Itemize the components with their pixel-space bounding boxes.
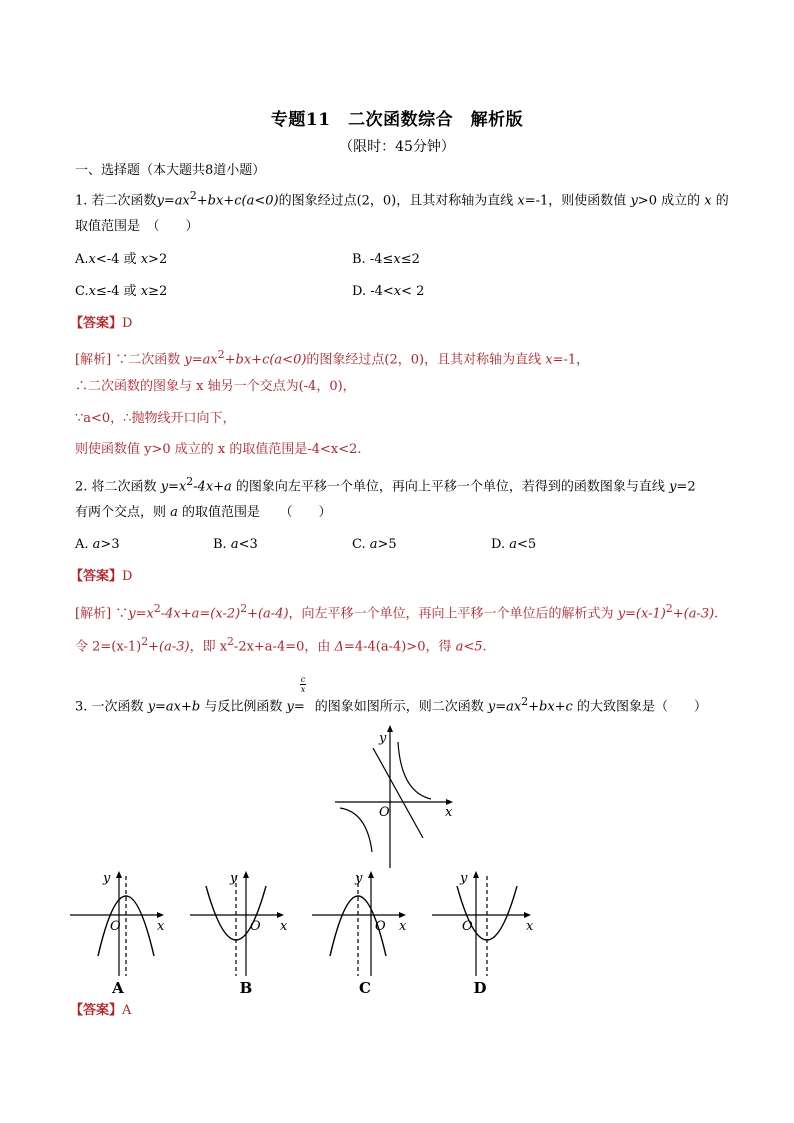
svg-text:y: y <box>355 871 363 886</box>
option-graph-b <box>190 866 296 978</box>
q3-main-figure <box>335 718 465 870</box>
option-label-d: D <box>473 979 487 997</box>
svg-text:x: x <box>280 919 288 934</box>
q1-stem-line2: 取值范围是 （ ） <box>75 219 199 234</box>
q1-solution-line2: ∴二次函数的图象与 x 轴另一个交点为(-4，0)， <box>75 379 356 394</box>
svg-text:O: O <box>250 919 261 934</box>
option-label-a: A <box>112 979 124 997</box>
q2-option-d: D. a<5 <box>491 537 537 552</box>
time-limit: （限时：45分钟） <box>339 139 455 155</box>
q2-option-b: B. a<3 <box>213 537 258 552</box>
q2-option-a: A. a>3 <box>75 537 120 552</box>
fraction-denominator: x <box>300 685 306 694</box>
q2-stem-line2: 有两个交点，则 a 的取值范围是 （ ） <box>75 505 332 520</box>
x-axis-label: x <box>445 805 453 820</box>
y-axis-label: y <box>379 731 387 746</box>
svg-text:x: x <box>526 919 534 934</box>
option-label-b: B <box>239 979 253 997</box>
q1-option-a: A.x<-4 或 x>2 <box>75 252 168 267</box>
q1-solution-line1: [解析] ∵二次函数 $y=ax^2+bx+c(a<0)$的图象经过点(2，0)，且其对称轴为直线 x=-1， <box>75 348 590 368</box>
svg-text:x: x <box>157 919 165 934</box>
q1-solution-line4: 则使函数值 y>0 成立的 x 的取值范围是-4<x<2. <box>75 442 362 457</box>
option-graph-c <box>312 866 418 978</box>
svg-text:y: y <box>230 871 238 886</box>
q1-option-c: C.x≤-4 或 x≥2 <box>75 284 168 299</box>
q2-answer: 【答案】D <box>70 569 133 584</box>
svg-text:x: x <box>399 919 407 934</box>
q2-option-c: C. a>5 <box>352 537 397 552</box>
svg-text:O: O <box>462 919 473 934</box>
section-heading: 一、选择题（本大题共8道小题） <box>75 163 266 178</box>
q1-answer: 【答案】D <box>70 316 133 331</box>
fraction-numerator: c <box>300 675 306 684</box>
svg-text:O: O <box>375 919 386 934</box>
q1-solution-line3: ∵a<0，∴抛物线开口向下， <box>75 411 236 426</box>
origin-label: O <box>379 805 390 820</box>
option-label-c: C <box>359 979 371 997</box>
svg-text:O: O <box>110 919 121 934</box>
q3-stem: 3. 一次函数 y=ax+b 与反比例函数 y= 的图象如图所示，则二次函数 $y=ax^2+bx+c$ 的大致图象是（ ） <box>75 695 707 715</box>
q2-solution-line2: 令 $2=(x-1)^2+(a-3)$，即 $x^2-2x+a-4=0$，由 Δ=4-4(a-4)>0，得 a<5. <box>75 635 487 655</box>
q2-solution-line1: [解析] $\because y=x^2-4x+a=(x-2)^2+(a-4)$，向左平移一个单位，再向上平移一个单位后的解析式为 $y=(x-1)^2+(a-3)$. <box>75 602 719 622</box>
page-title: 专题11 二次函数综合 解析版 <box>270 110 524 130</box>
q1-option-d: D. -4<x< 2 <box>352 284 425 299</box>
svg-text:y: y <box>460 871 468 886</box>
q3-answer: 【答案】A <box>70 1003 132 1018</box>
q2-stem-line1: 2. 将二次函数 $y=x^2-4x+a$ 的图象向左平移一个单位，再向上平移一个单位，若得到的函数图象与直线 y=2 <box>75 475 696 495</box>
q1-option-b: B. -4≤x≤2 <box>352 252 420 267</box>
q1-stem-line1: 1. 若二次函数$y=ax^2+bx+c(a<0)$的图象经过点(2，0)，且其对称轴为直线 x=-1，则使函数值 y>0 成立的 x 的 <box>75 189 729 209</box>
option-graph-d <box>432 866 538 978</box>
svg-text:y: y <box>103 871 111 886</box>
option-graph-a <box>70 866 176 978</box>
